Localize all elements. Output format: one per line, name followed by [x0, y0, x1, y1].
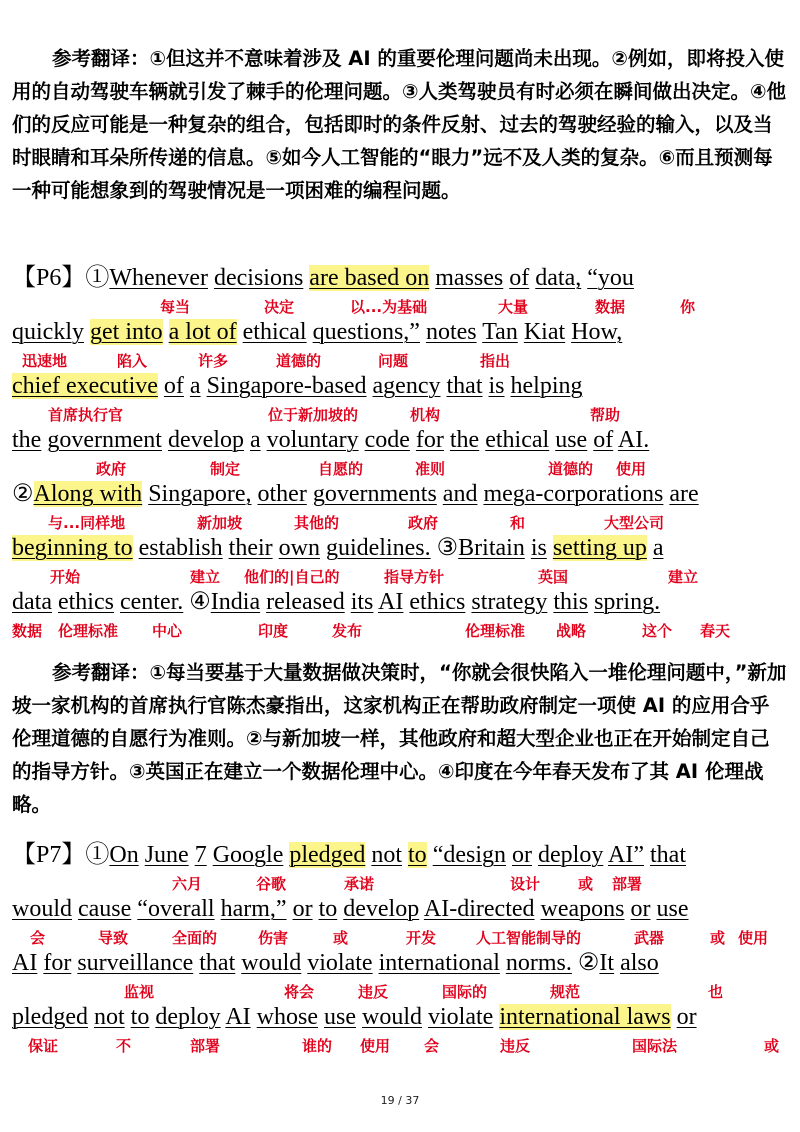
english-word: Britain [458, 535, 525, 561]
english-word: that [199, 950, 236, 976]
english-word: Singapore-based [206, 373, 367, 399]
english-word: to [318, 896, 338, 922]
highlighted-phrase: Along with [33, 481, 143, 507]
chinese-gloss: 建立 [668, 568, 699, 586]
chinese-gloss: 国际的 [442, 983, 488, 1001]
english-word: deploy [538, 842, 604, 868]
english-word: weapons [540, 896, 625, 922]
chinese-gloss: 伦理标准 [465, 622, 526, 640]
english-word: or [292, 896, 313, 922]
chinese-gloss: 春天 [700, 622, 731, 640]
english-word: quickly [12, 319, 84, 345]
chinese-gloss: 不 [116, 1037, 132, 1055]
chinese-gloss: 陷入 [117, 352, 148, 370]
english-word: other [257, 481, 307, 507]
chinese-gloss: 机构 [410, 406, 441, 424]
chinese-gloss: 制定 [210, 460, 241, 478]
chinese-gloss: 政府 [96, 460, 127, 478]
chinese-gloss: 六月 [172, 875, 203, 893]
english-word: “design [432, 842, 506, 868]
english-word: is [488, 373, 505, 399]
english-word: or [630, 896, 651, 922]
english-word: surveillance [77, 950, 194, 976]
english-word: AI [12, 950, 38, 976]
highlighted-phrase: beginning to [12, 535, 133, 561]
chinese-gloss: 大型公司 [604, 514, 665, 532]
english-word: that [446, 373, 483, 399]
highlighted-phrase: to [408, 842, 427, 868]
chinese-gloss: 发布 [332, 622, 363, 640]
english-word: India [210, 589, 261, 615]
chinese-gloss: 伦理标准 [58, 622, 119, 640]
english-word: agency [372, 373, 441, 399]
english-word: governments [312, 481, 437, 507]
p7-line [12, 949, 659, 977]
p6-line [12, 264, 634, 292]
english-word: use [324, 1004, 356, 1030]
english-word: not [371, 842, 403, 868]
english-word: are [669, 481, 699, 507]
chinese-gloss: 英国 [538, 568, 569, 586]
highlighted-phrase: get into [90, 319, 163, 345]
english-word: norms. [505, 950, 572, 976]
chinese-gloss: 将会 [284, 983, 315, 1001]
english-word: is [530, 535, 547, 561]
english-word: voluntary [266, 427, 359, 453]
text-fragment: ③ [430, 535, 459, 561]
english-word: for [415, 427, 444, 453]
english-word: whose [256, 1004, 318, 1030]
chinese-gloss: 战略 [556, 622, 587, 640]
p7-line [12, 895, 689, 923]
chinese-gloss: 谷歌 [256, 875, 287, 893]
english-word: 7 [194, 842, 207, 868]
chinese-gloss: 开发 [406, 929, 437, 947]
english-word: AI [225, 1004, 251, 1030]
english-word: this [553, 589, 589, 615]
chinese-gloss: 你 [680, 298, 696, 316]
english-word: of [593, 427, 614, 453]
chinese-gloss: 准则 [415, 460, 446, 478]
chinese-gloss: 谁的 [302, 1037, 333, 1055]
english-word: masses [435, 265, 504, 291]
english-word: its [350, 589, 374, 615]
chinese-gloss: 伤害 [258, 929, 289, 947]
page-number: 19 / 37 [380, 1094, 420, 1107]
p6-line [12, 426, 649, 454]
english-word: establish [138, 535, 223, 561]
english-word: and [442, 481, 478, 507]
highlighted-phrase: setting up [552, 535, 647, 561]
chinese-gloss: 与...同样地 [48, 514, 126, 532]
text-fragment: 【P7】① [12, 842, 110, 868]
english-word: would [241, 950, 302, 976]
text-fragment: ② [12, 481, 34, 507]
reference-translation-p6: 参考翻译：①每当要基于大量数据做决策时，“你就会很快陷入一堆伦理问题中，”新加坡一家机构的首席执行官陈杰豪指出，这家机构正在帮助政府制定一项使 AI 的应用合乎伦理道德的自愿行为准则。②与新加坡一样，其他政府和超大型企业也正在开始制定自己的指导方针。③英国正在建立一个数据伦理中心。④印度在今年春天发布了其 AI 伦理战略。 [12, 661, 787, 816]
text-fragment: ④ [183, 589, 211, 615]
english-word: data, [535, 265, 582, 291]
chinese-gloss: 政府 [408, 514, 439, 532]
english-word: data [12, 589, 52, 615]
english-word: the [449, 427, 480, 453]
english-word: government [47, 427, 162, 453]
chinese-gloss: 新加坡 [197, 514, 243, 532]
english-word: of [163, 373, 184, 399]
chinese-gloss: 保证 [28, 1037, 59, 1055]
p6-line [12, 480, 699, 508]
english-word: ethics [409, 589, 466, 615]
chinese-gloss: 监视 [124, 983, 155, 1001]
english-word: Singapore, [148, 481, 252, 507]
chinese-gloss: 规范 [550, 983, 581, 1001]
highlighted-phrase: are based on [309, 265, 430, 291]
chinese-gloss: 他们的|自己的 [244, 568, 340, 586]
english-word: AI [378, 589, 404, 615]
chinese-gloss: 许多 [198, 352, 229, 370]
chinese-gloss: 首席执行官 [48, 406, 124, 424]
chinese-gloss: 中心 [152, 622, 183, 640]
chinese-gloss: 印度 [258, 622, 289, 640]
p6-line [12, 318, 622, 346]
chinese-gloss: 使用 [616, 460, 647, 478]
english-word: decisions [213, 265, 304, 291]
p7-line [12, 841, 686, 869]
chinese-gloss: 数据 [12, 622, 43, 640]
english-word: strategy [471, 589, 548, 615]
english-word: would [12, 896, 72, 922]
text-fragment [547, 535, 553, 561]
text-fragment: 【P6】① [12, 265, 110, 291]
english-word: Tan [482, 319, 518, 345]
chinese-gloss: 会 [30, 929, 46, 947]
english-word: How, [571, 319, 623, 345]
chinese-gloss: 违反 [358, 983, 389, 1001]
english-word: also [620, 950, 659, 976]
chinese-gloss: 违反 [500, 1037, 531, 1055]
english-word: spring. [594, 589, 661, 615]
p6-line [12, 588, 660, 616]
text-fragment: ② [571, 950, 600, 976]
chinese-gloss: 问题 [378, 352, 409, 370]
english-word: develop [343, 896, 420, 922]
chinese-gloss: 自愿的 [318, 460, 364, 478]
english-word: use [555, 427, 588, 453]
english-word: Google [212, 842, 284, 868]
chinese-gloss: 武器 [634, 929, 665, 947]
english-word: a [652, 535, 664, 561]
chinese-gloss: 数据 [595, 298, 626, 316]
chinese-gloss: 或 [764, 1037, 780, 1055]
english-word: develop [167, 427, 244, 453]
chinese-gloss: 位于新加坡的 [268, 406, 359, 424]
chinese-gloss: 指出 [480, 352, 511, 370]
english-word: ethical [485, 427, 550, 453]
english-word: of [509, 265, 530, 291]
english-word: Whenever [109, 265, 208, 291]
chinese-gloss: 迅速地 [22, 352, 68, 370]
english-word: questions,” [312, 319, 420, 345]
english-word: that [650, 842, 686, 868]
english-word: guidelines. [325, 535, 431, 561]
english-word: AI” [608, 842, 644, 868]
reference-translation-top: 参考翻译：①但这并不意味着涉及 AI 的重要伦理问题尚未出现。②例如，即将投入使用的自动驾驶车辆就引发了棘手的伦理问题。③人类驾驶员有时必须在瞬间做出决定。④他们的反应可能是一种复杂的组合，包括即时的条件反射、过去的驾驶经验的输入，以及当时眼睛和耳朵所传递的信息。⑤如今人工智能的“眼力”远不及人类的复杂。⑥而且预测每一种可能想象到的驾驶情况是一项困难的编程问题。 [12, 47, 787, 202]
highlighted-phrase: chief executive [12, 373, 158, 399]
english-word: their [228, 535, 273, 561]
chinese-gloss: 帮助 [590, 406, 621, 424]
chinese-gloss: 或 [710, 929, 726, 947]
chinese-gloss: 设计 [510, 875, 541, 893]
english-word: mega-corporations [483, 481, 664, 507]
chinese-gloss: 道德的 [548, 460, 594, 478]
p6-line [12, 372, 583, 400]
english-word: use [656, 896, 689, 922]
english-word: would [362, 1004, 422, 1030]
chinese-gloss: 建立 [190, 568, 221, 586]
chinese-gloss: 以...为基础 [350, 298, 428, 316]
chinese-gloss: 导致 [98, 929, 129, 947]
english-word: the [12, 427, 42, 453]
english-word: a [189, 373, 201, 399]
highlighted-phrase: international laws [499, 1004, 671, 1030]
english-word: ethical [242, 319, 307, 345]
chinese-gloss: 全面的 [172, 929, 218, 947]
english-word: Kiat [523, 319, 566, 345]
english-word: to [130, 1004, 150, 1030]
text-fragment [163, 319, 169, 345]
english-word: a [249, 427, 261, 453]
chinese-gloss: 使用 [360, 1037, 391, 1055]
chinese-gloss: 部署 [612, 875, 643, 893]
chinese-gloss: 承诺 [344, 875, 375, 893]
p6-line [12, 534, 663, 562]
chinese-gloss: 开始 [50, 568, 81, 586]
english-word: violate [307, 950, 373, 976]
english-word: or [512, 842, 532, 868]
highlighted-phrase: pledged [289, 842, 366, 868]
chinese-gloss: 每当 [160, 298, 191, 316]
chinese-gloss: 和 [510, 514, 526, 532]
english-word: June [144, 842, 189, 868]
english-word: notes [425, 319, 477, 345]
chinese-gloss: 部署 [190, 1037, 221, 1055]
highlighted-phrase: a lot of [168, 319, 237, 345]
chinese-gloss: 指导方针 [384, 568, 445, 586]
chinese-gloss: 决定 [264, 298, 295, 316]
chinese-gloss: 会 [424, 1037, 440, 1055]
chinese-gloss: 人工智能制导的 [476, 929, 582, 947]
english-word: for [43, 950, 72, 976]
english-word: “overall [137, 896, 215, 922]
chinese-gloss: 这个 [642, 622, 673, 640]
english-word: center. [119, 589, 184, 615]
english-word: pledged [12, 1004, 88, 1030]
english-word: or [676, 1004, 697, 1030]
english-word: own [278, 535, 320, 561]
chinese-gloss: 其他的 [294, 514, 340, 532]
english-word: AI-directed [423, 896, 535, 922]
english-word: harm,” [220, 896, 287, 922]
english-word: ethics [57, 589, 114, 615]
english-word: international [378, 950, 500, 976]
english-word: released [266, 589, 345, 615]
p7-line [12, 1003, 697, 1031]
chinese-gloss: 也 [708, 983, 724, 1001]
chinese-gloss: 道德的 [276, 352, 322, 370]
chinese-gloss: 使用 [738, 929, 769, 947]
english-word: cause [78, 896, 132, 922]
english-word: On [109, 842, 139, 868]
chinese-gloss: 或 [578, 875, 594, 893]
english-word: It [599, 950, 615, 976]
english-word: violate [428, 1004, 494, 1030]
english-word: deploy [155, 1004, 221, 1030]
chinese-gloss: 国际法 [632, 1037, 678, 1055]
english-word: AI. [617, 427, 650, 453]
english-word: “you [587, 265, 634, 291]
english-word: helping [510, 373, 583, 399]
chinese-gloss: 或 [333, 929, 349, 947]
chinese-gloss: 大量 [498, 298, 529, 316]
english-word: not [93, 1004, 125, 1030]
english-word: code [364, 427, 410, 453]
